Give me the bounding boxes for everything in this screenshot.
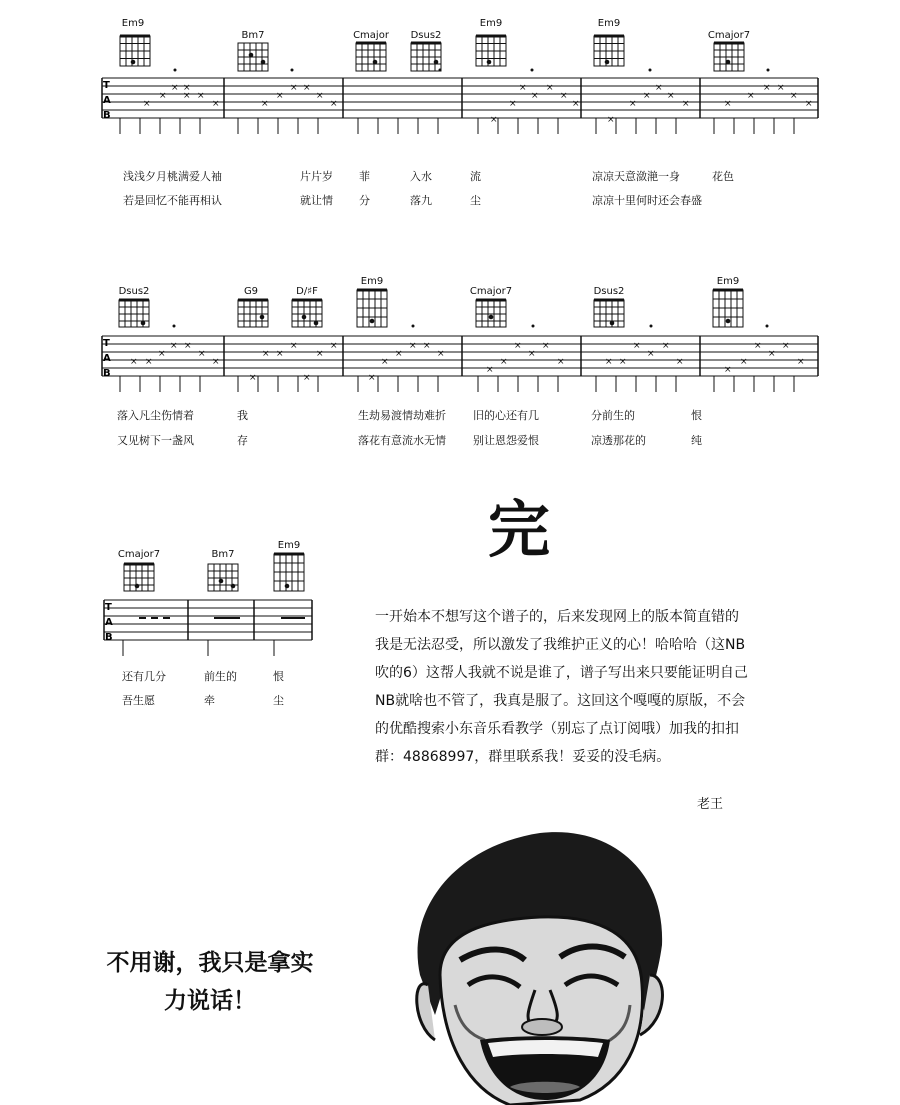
svg-text:×: × [143, 99, 151, 109]
svg-text:×: × [797, 357, 805, 367]
lyric: 分 [359, 194, 370, 207]
svg-text:×: × [519, 83, 527, 93]
lyric: 恨 [691, 409, 702, 422]
svg-text:×: × [395, 349, 403, 359]
lyric: 旧的心还有几 [473, 409, 539, 422]
note-line: 的优酷搜索小东音乐看教学（别忘了点订阅哦）加我的扣扣 [375, 721, 739, 737]
lyric: 吾生愿 [122, 694, 155, 707]
tab-system-2 [0, 270, 900, 460]
author-note [375, 603, 855, 771]
svg-text:×: × [790, 91, 798, 101]
chord-label: Dsus2 [410, 30, 442, 41]
svg-text:×: × [303, 83, 311, 93]
svg-text:×: × [676, 357, 684, 367]
laughing-face-image [400, 825, 690, 1105]
svg-text:×: × [782, 341, 790, 351]
chord-label: Em9 [479, 18, 503, 29]
lyric: 若是回忆不能再相认 [123, 194, 222, 207]
chord-diagram [238, 43, 268, 71]
tab-staff-1 [0, 0, 900, 150]
tab-letter-b: B [103, 110, 111, 121]
svg-text:×: × [724, 99, 732, 109]
svg-text:×: × [560, 91, 568, 101]
chord-diagram [714, 43, 744, 71]
svg-text:×: × [381, 357, 389, 367]
svg-text:×: × [316, 349, 324, 359]
tab-system-3 [0, 540, 360, 715]
svg-text:×: × [490, 115, 498, 125]
lyric: 凉凉天意潋滟一身 [592, 170, 680, 183]
svg-text:×: × [629, 99, 637, 109]
tab-letter-t: T [103, 338, 110, 349]
lyric: 菲 [359, 170, 370, 183]
lyric: 前生的 [204, 670, 237, 683]
chord-label: G9 [243, 286, 259, 297]
svg-text:×: × [500, 357, 508, 367]
svg-text:×: × [183, 91, 191, 101]
meme-caption [60, 944, 360, 1020]
chord-label: Dsus2 [593, 286, 625, 297]
svg-text:×: × [514, 341, 522, 351]
svg-text:×: × [667, 91, 675, 101]
chord-label: Em9 [277, 540, 301, 551]
lyric: 牵 [204, 694, 215, 707]
svg-text:×: × [330, 341, 338, 351]
svg-text:×: × [607, 115, 615, 125]
svg-text:×: × [368, 373, 376, 383]
lyric: 凉凉十里何时还会春盛 [592, 194, 702, 207]
svg-text:×: × [754, 341, 762, 351]
meme-caption-line: 不用谢，我只是拿实 [106, 950, 314, 976]
lyric: 尘 [273, 694, 284, 707]
svg-text:×: × [290, 83, 298, 93]
chord-label: Em9 [360, 276, 384, 287]
svg-text:×: × [330, 99, 338, 109]
svg-text:×: × [303, 373, 311, 383]
chord-diagram [356, 43, 386, 71]
svg-text:×: × [198, 349, 206, 359]
svg-text:×: × [249, 373, 257, 383]
meme-caption-line: 力说话！ [164, 988, 256, 1014]
chord-label: Bm7 [211, 549, 235, 560]
svg-text:×: × [768, 349, 776, 359]
svg-text:×: × [290, 341, 298, 351]
tab-letter-t: T [103, 80, 110, 91]
svg-text:×: × [531, 91, 539, 101]
lyric: 落花有意流水无情 [358, 434, 446, 447]
svg-text:×: × [546, 83, 554, 93]
note-line: 吹的6）这帮人我就不说是谁了，谱子写出来只要能证明自己 [375, 665, 748, 681]
svg-text:×: × [557, 357, 565, 367]
lyric: 尘 [470, 194, 481, 207]
tab-staff-3 [0, 540, 360, 660]
svg-text:×: × [763, 83, 771, 93]
svg-text:×: × [655, 83, 663, 93]
chord-label: Cmajor7 [469, 286, 513, 297]
svg-text:×: × [262, 349, 270, 359]
svg-text:×: × [643, 91, 651, 101]
svg-text:×: × [170, 341, 178, 351]
tab-letter-b: B [103, 368, 111, 379]
tab-letter-t: T [105, 602, 112, 613]
note-line: NB就啥也不管了，我真是服了。这回这个嘎嘎的原版，不会 [375, 693, 746, 709]
svg-text:×: × [633, 341, 641, 351]
svg-text:×: × [158, 349, 166, 359]
chord-label: D/♯F [296, 286, 318, 297]
lyric: 还有几分 [122, 670, 166, 683]
svg-text:×: × [605, 357, 613, 367]
tab-staff-2 [0, 270, 900, 400]
chord-label: Em9 [597, 18, 621, 29]
svg-text:×: × [184, 341, 192, 351]
svg-text:×: × [777, 83, 785, 93]
lyric: 落入凡尘伤情着 [117, 409, 194, 422]
tab-letter-b: B [105, 632, 113, 643]
svg-text:×: × [145, 357, 153, 367]
svg-text:×: × [212, 357, 220, 367]
svg-text:×: × [724, 365, 732, 375]
svg-text:×: × [542, 341, 550, 351]
svg-text:×: × [572, 99, 580, 109]
tab-letter-a: A [103, 353, 111, 364]
tab-letter-a: A [105, 617, 113, 628]
lyric: 花色 [712, 170, 734, 183]
svg-text:×: × [682, 99, 690, 109]
lyric: 恨 [273, 670, 284, 683]
svg-text:×: × [130, 357, 138, 367]
svg-text:×: × [509, 99, 517, 109]
lyric: 入水 [410, 170, 432, 183]
tab-system-1 [0, 0, 900, 215]
svg-text:×: × [409, 341, 417, 351]
svg-text:×: × [747, 91, 755, 101]
lyric: 落九 [410, 194, 432, 207]
lyric: 我 [237, 409, 248, 422]
svg-text:×: × [276, 91, 284, 101]
svg-text:×: × [276, 349, 284, 359]
end-mark: 完 [488, 493, 551, 566]
chord-label: Bm7 [241, 30, 265, 41]
lyric: 存 [237, 434, 248, 447]
lyric: 就让情 [300, 194, 333, 207]
svg-text:×: × [805, 99, 813, 109]
svg-text:×: × [423, 341, 431, 351]
lyric: 分前生的 [591, 409, 635, 422]
svg-text:×: × [316, 91, 324, 101]
chord-label: Dsus2 [118, 286, 150, 297]
svg-text:×: × [740, 357, 748, 367]
lyric: 又见树下一盏风 [117, 434, 194, 447]
svg-text:×: × [197, 91, 205, 101]
lyric: 浅浅夕月桃满爱人袖 [123, 170, 222, 183]
svg-text:×: × [437, 349, 445, 359]
chord-label: Em9 [121, 18, 145, 29]
svg-text:×: × [647, 349, 655, 359]
tab-letter-a: A [103, 95, 111, 106]
svg-text:×: × [261, 99, 269, 109]
lyric: 凉透那花的 [591, 434, 646, 447]
note-line: 我是无法忍受，所以激发了我维护正义的心！哈哈哈（这NB [375, 637, 746, 653]
chord-label: Cmajor7 [117, 549, 161, 560]
lyric: 生劫易渡情劫难折 [358, 409, 446, 422]
lyric: 纯 [691, 434, 702, 447]
svg-text:×: × [183, 83, 191, 93]
chord-label: Cmajor [353, 30, 389, 41]
lyric: 别让恩怨爱恨 [473, 434, 539, 447]
note-line: 群：48868997，群里联系我！妥妥的没毛病。 [375, 749, 671, 765]
svg-text:×: × [662, 341, 670, 351]
svg-text:×: × [171, 83, 179, 93]
chord-label: Cmajor7 [707, 30, 751, 41]
lyric: 流 [470, 170, 481, 183]
svg-text:×: × [619, 357, 627, 367]
chord-diagram [411, 43, 441, 71]
svg-text:×: × [159, 91, 167, 101]
signature: 老王 [697, 797, 724, 812]
svg-text:×: × [212, 99, 220, 109]
chord-label: Em9 [716, 276, 740, 287]
lyric: 片片岁 [300, 170, 333, 183]
svg-text:×: × [486, 365, 494, 375]
note-line: 一开始本不想写这个谱子的，后来发现网上的版本简直错的 [375, 609, 739, 625]
svg-text:×: × [528, 349, 536, 359]
